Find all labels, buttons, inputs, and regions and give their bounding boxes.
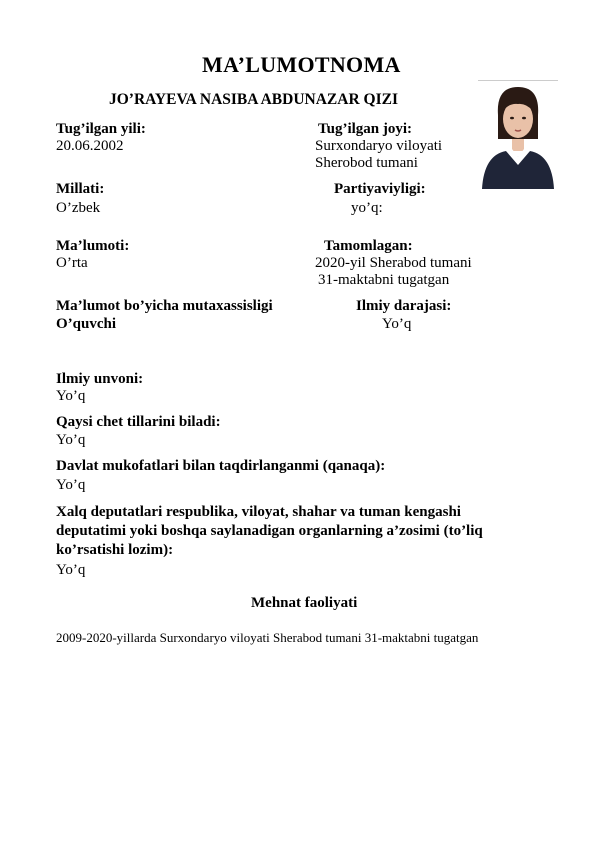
portrait-photo [478,80,558,189]
specialty-label: Ma’lumot bo’yicha mutaxassisligi [56,298,273,314]
birth-place-label: Tug’ilgan joyi: [318,121,413,137]
awards-label: Davlat mukofatlari bilan taqdirlanganmi (qanaqa): [56,458,386,474]
academic-title-label: Ilmiy unvoni: [56,371,144,387]
degree-label: Ilmiy darajasi: [356,298,452,314]
document-title: MA’LUMOTNOMA [202,52,401,77]
birth-year-value: 20.06.2002 [56,138,124,154]
party-value: yo’q: [351,200,383,216]
languages-label: Qaysi chet tillarini biladi: [56,414,221,430]
party-label: Partiyaviyligi: [334,181,426,197]
education-value: O’rta [56,255,88,271]
awards-value: Yo’q [56,477,86,493]
deputy-label: Xalq deputatlari respublika, viloyat, shahar va tuman kengashi deputatimi yoki boshqa saylanadigan organlarning a’zosimi (to’liq ko’rsatishi lozim): [56,504,483,558]
graduated-line2: 31-maktabni tugatgan [318,272,450,288]
full-name: JO’RAYEVA NASIBA ABDUNAZAR QIZI [109,91,398,108]
work-entry: 2009-2020-yillarda Surxondaryo viloyati Sherabod tumani 31-maktabni tugatgan [56,630,479,645]
nationality-label: Millati: [56,181,105,197]
birth-place-line1: Surxondaryo viloyati [315,138,443,154]
degree-value: Yo’q [382,316,412,332]
academic-title-value: Yo’q [56,388,86,404]
nationality-value: O’zbek [56,200,101,216]
birth-year-label: Tug’ilgan yili: [56,121,146,137]
deputy-value: Yo’q [56,562,86,578]
graduated-label: Tamomlagan: [324,238,413,254]
graduated-line1: 2020-yil Sherabod tumani [315,255,472,271]
work-heading: Mehnat faoliyati [251,595,358,611]
specialty-value: O’quvchi [56,316,117,332]
portrait-icon [478,81,558,189]
education-label: Ma’lumoti: [56,238,130,254]
languages-value: Yo’q [56,432,86,448]
birth-place-line2: Sherobod tumani [315,155,418,171]
